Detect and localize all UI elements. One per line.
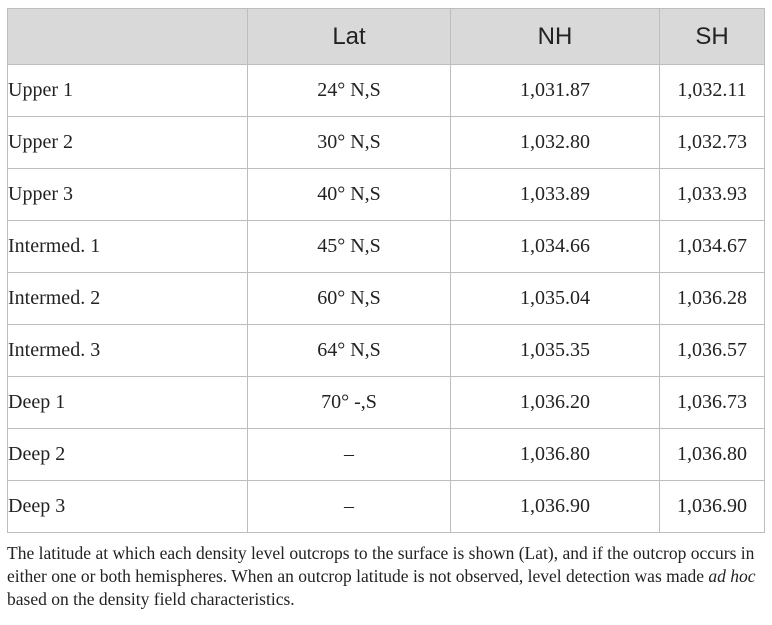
level-nh: 1,036.80	[451, 429, 660, 481]
table-row	[8, 377, 765, 429]
table-caption	[7, 542, 764, 611]
level-sh: 1,036.57	[660, 325, 765, 377]
table-row	[8, 325, 765, 377]
level-sh: 1,036.90	[660, 481, 765, 533]
level-lat: 70° -,S	[248, 377, 451, 429]
table-row	[8, 429, 765, 481]
level-sh: 1,036.28	[660, 273, 765, 325]
level-name: Deep 3	[8, 481, 248, 533]
table-header-row	[8, 9, 765, 65]
level-sh: 1,034.67	[660, 221, 765, 273]
table-row	[8, 169, 765, 221]
table-row	[8, 221, 765, 273]
level-sh: 1,033.93	[660, 169, 765, 221]
level-lat: 24° N,S	[248, 65, 451, 117]
density-levels-table	[7, 8, 765, 533]
caption-text-start: The latitude at which each density level outcrops to the surface is shown (Lat), and if the outcrop occurs in either one or both hemispheres. When an outcrop latitude is not observed, level detection was made	[7, 543, 755, 586]
level-name: Intermed. 3	[8, 325, 248, 377]
level-nh: 1,035.04	[451, 273, 660, 325]
level-sh: 1,036.80	[660, 429, 765, 481]
level-name: Intermed. 2	[8, 273, 248, 325]
level-lat: 64° N,S	[248, 325, 451, 377]
level-lat: 40° N,S	[248, 169, 451, 221]
level-nh: 1,034.66	[451, 221, 660, 273]
level-name: Deep 2	[8, 429, 248, 481]
level-name: Deep 1	[8, 377, 248, 429]
level-nh: 1,031.87	[451, 65, 660, 117]
level-nh: 1,032.80	[451, 117, 660, 169]
level-lat: 30° N,S	[248, 117, 451, 169]
header-sh: SH	[660, 9, 765, 65]
level-nh: 1,035.35	[451, 325, 660, 377]
level-name: Upper 3	[8, 169, 248, 221]
table-row	[8, 481, 765, 533]
level-nh: 1,033.89	[451, 169, 660, 221]
table-row	[8, 273, 765, 325]
level-name: Intermed. 1	[8, 221, 248, 273]
level-lat: 45° N,S	[248, 221, 451, 273]
header-level	[8, 9, 248, 65]
level-sh: 1,036.73	[660, 377, 765, 429]
level-lat: 60° N,S	[248, 273, 451, 325]
caption-italic-term: ad hoc	[708, 566, 756, 586]
level-sh: 1,032.73	[660, 117, 765, 169]
level-sh: 1,032.11	[660, 65, 765, 117]
level-nh: 1,036.90	[451, 481, 660, 533]
level-lat: –	[248, 429, 451, 481]
caption-text-end: based on the density field characteristics.	[7, 589, 295, 609]
level-name: Upper 1	[8, 65, 248, 117]
table-row	[8, 65, 765, 117]
header-nh: NH	[451, 9, 660, 65]
header-lat: Lat	[248, 9, 451, 65]
level-nh: 1,036.20	[451, 377, 660, 429]
level-lat: –	[248, 481, 451, 533]
level-name: Upper 2	[8, 117, 248, 169]
table-row	[8, 117, 765, 169]
